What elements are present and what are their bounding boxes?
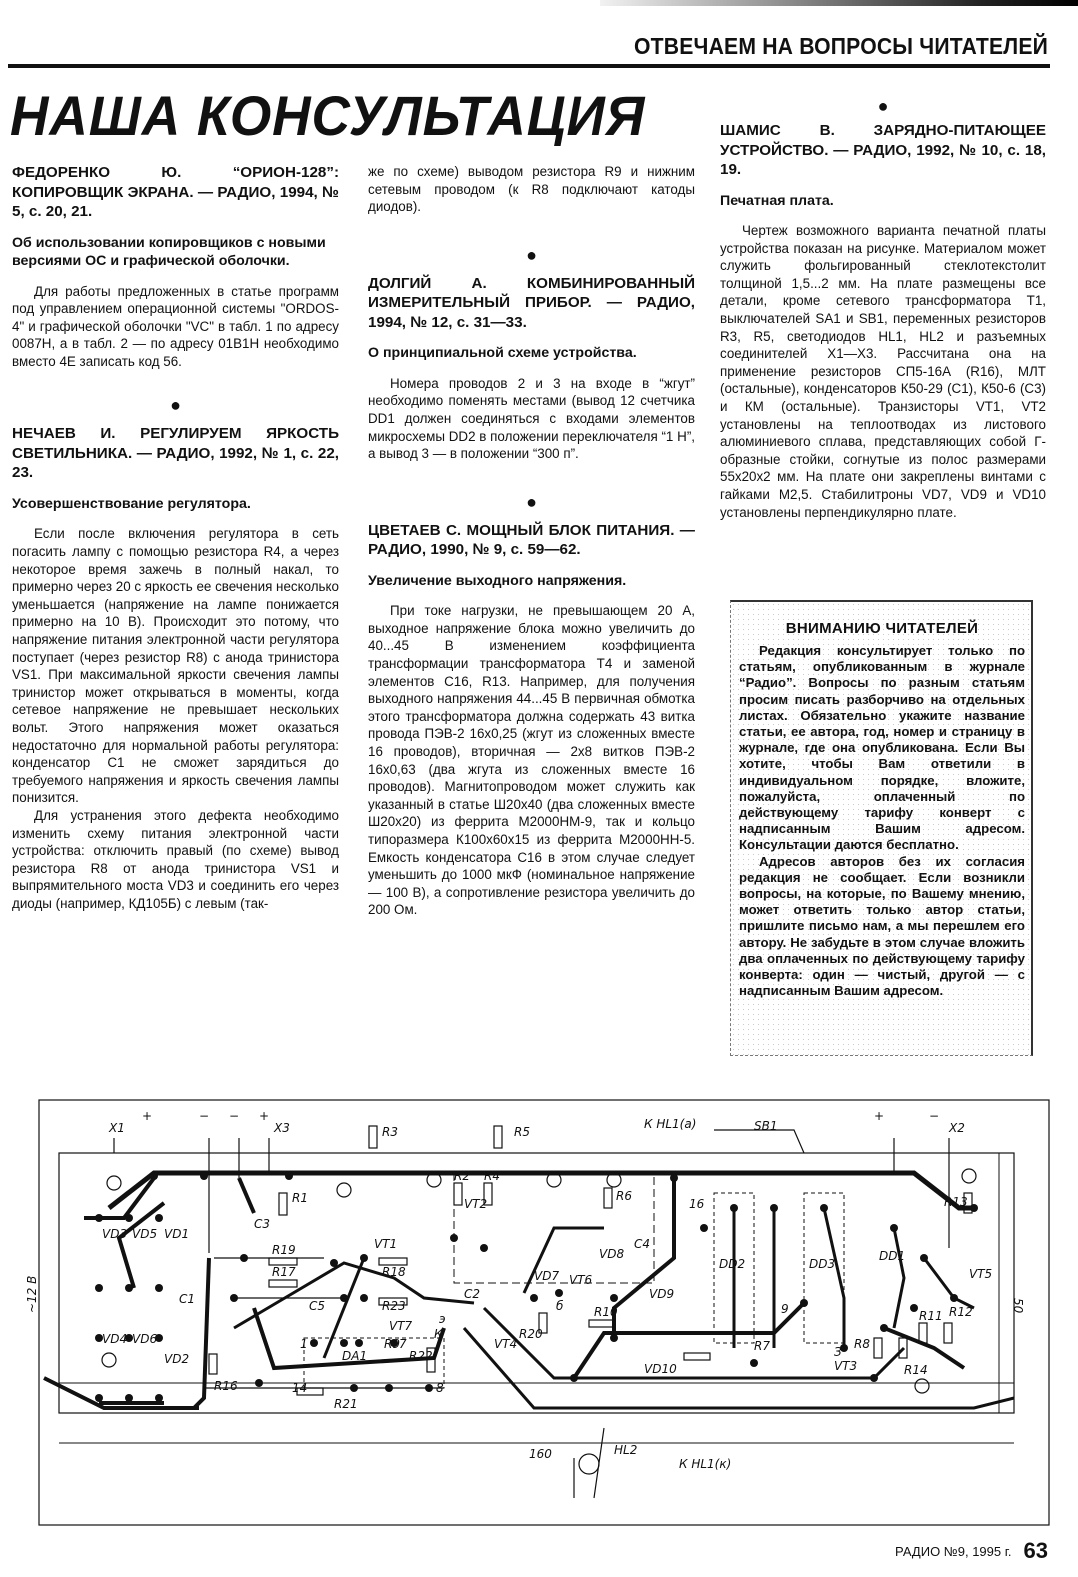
resistor-R2 xyxy=(454,1183,462,1205)
pin-label: З xyxy=(834,1345,842,1359)
label-hl1-cathode: К HL1(к) xyxy=(679,1457,732,1471)
page-title: НАША КОНСУЛЬТАЦИЯ xyxy=(10,84,646,147)
label-R2: R2 xyxy=(454,1169,470,1183)
label-DD2: DD2 xyxy=(719,1257,746,1271)
pin-label: б xyxy=(556,1299,564,1313)
label-VT3: VT3 xyxy=(834,1359,858,1373)
article-reference: ШАМИС В. ЗАРЯДНО-ПИТАЮЩЕЕ УСТРОЙСТВО. — РАДИО, 1992, № 10, с. 18, 19. xyxy=(720,122,1046,178)
label-input-voltage: ~12 В xyxy=(25,1275,39,1313)
pin-label: 16 xyxy=(689,1197,705,1211)
resistor-R7 xyxy=(684,1353,710,1360)
resistor-R8 xyxy=(874,1338,882,1358)
label-R7: R7 xyxy=(754,1339,770,1353)
separator-bullet: ● xyxy=(170,395,181,416)
article-paragraph: Если после включения регулятора в сеть погасить лампу с помощью резистора R4, а через некоторое время зажечь в полный накал, то примерно через 20 с яркость ее свечения несколько уменьшается (напряжение на лампе понижается примерно на 10 В). Происходит это потому, что напряжение питания электронной части регулятора поступает (через резистор R8) с анода тринистора VS1. При максимальной яркости свечения лампы тринистор может открываться в моменты, когда сетевое напряжение не превышает нескольких вольт. Этого напряжения может оказаться недостаточно для нормальной работы регулятора: конденсатор C1 не сможет зарядиться до требуемого напряжения и яркость свечения лампы понизится. xyxy=(12,526,339,806)
article-paragraph: Для работы предложенных в статье программ под управлением операционной системы "ORDOS-4" и графической оболочки "VC" в табл. 1 по адресу 0087H, а в табл. 2 — по адресу 01B1H необходимо вместо 4E записать код 56. xyxy=(12,283,339,369)
resistor-R5 xyxy=(494,1126,502,1148)
mount-hole xyxy=(962,1169,976,1183)
label-plus: + xyxy=(142,1109,153,1123)
label-X1: X1 xyxy=(109,1121,125,1135)
article-paragraph: Для устранения этого дефекта необходимо изменить схему питания электронной части устройства: отключить правый (по схеме) вывод резистора R8 от анода тринистора VS1 и выпрямительного моста VD3 и соединить его через диоды (например, КД105Б) с левым (так- xyxy=(12,807,339,911)
label-VT2: VT2 xyxy=(464,1197,488,1211)
page-footer xyxy=(895,1538,1048,1564)
label-VT7: VT7 xyxy=(389,1319,413,1333)
notice-box xyxy=(730,600,1033,1056)
label-R17: R17 xyxy=(272,1265,296,1279)
label-HL2: HL2 xyxy=(614,1443,638,1457)
scan-edge xyxy=(600,0,1078,6)
column-1 xyxy=(12,163,339,913)
mount-hole xyxy=(107,1176,121,1190)
resistor-R18 xyxy=(379,1258,407,1265)
label-X3: X3 xyxy=(274,1121,290,1135)
label-R19: R19 xyxy=(272,1243,296,1257)
resistor-R19 xyxy=(269,1258,297,1265)
label-R18: R18 xyxy=(382,1265,406,1279)
label-DD3: DD3 xyxy=(809,1257,836,1271)
article-reference: НЕЧАЕВ И. РЕГУЛИРУЕМ ЯРКОСТЬ СВЕТИЛЬНИКА. — РАДИО, 1992, № 1, с. 22, 23. xyxy=(12,425,339,482)
label-dim-height: 50 xyxy=(1011,1298,1025,1314)
label-R22: R22 xyxy=(409,1349,433,1363)
label-R16: R16 xyxy=(214,1379,238,1393)
label-R13: R13 xyxy=(944,1195,968,1209)
resistor-R10 xyxy=(589,1320,613,1327)
pin-label: 7 xyxy=(399,1337,407,1351)
label-R6: R6 xyxy=(616,1189,632,1203)
notice-title: ВНИМАНИЮ ЧИТАТЕЛЕЙ xyxy=(785,620,979,637)
separator-bullet: ● xyxy=(526,244,537,265)
label-plus: + xyxy=(874,1109,885,1123)
label-VD7: VD7 xyxy=(534,1269,560,1283)
article-subtitle: Печатная плата. xyxy=(720,192,834,209)
article-subtitle: О принципиальной схеме устройства. xyxy=(368,345,637,362)
label-minus: − xyxy=(229,1109,240,1123)
label-R23: R23 xyxy=(382,1299,406,1313)
mount-hole xyxy=(337,1183,351,1197)
mount-hole xyxy=(915,1379,929,1393)
article-dolgiy xyxy=(368,274,695,463)
label-VD2: VD2 xyxy=(164,1352,190,1366)
pin-label: 9 xyxy=(781,1302,789,1316)
article-paragraph: Номера проводов 2 и 3 на входе в “жгут” необходимо поменять местами (вывод 12 счетчика DD1 должен соединяться с входами элементов микросхемы DD2 в положении переключателя “1 Н”, а вывод 3 — в положении “300 п”. xyxy=(368,375,695,462)
page-number: 63 xyxy=(1023,1538,1048,1563)
separator-bullet: ● xyxy=(526,491,537,512)
article-tsvetaev xyxy=(368,521,695,919)
label-C2: C2 xyxy=(464,1287,481,1301)
resistor-R16 xyxy=(209,1354,217,1374)
article-subtitle: Об использовании копировщиков с новыми версиями ОС и графической оболочки. xyxy=(12,234,326,269)
pin-label: э xyxy=(439,1312,446,1326)
article-nechaev xyxy=(12,424,339,912)
label-VT6: VT6 xyxy=(569,1273,593,1287)
label-R11: R11 xyxy=(919,1309,943,1323)
article-subtitle: Увеличение выходного напряжения. xyxy=(368,572,627,589)
label-VT5: VT5 xyxy=(969,1267,993,1281)
notice-paragraph: Редакция консультирует только по статьям, опубликованным в журнале “Радио”. Вопросы по разным статьям просим писать разборчиво на отдельных листах. Обязательно укажите название статьи, ее автора, год, номер и страницу в журнале, где она опубликована. Если Вы хотите, чтобы Вам ответили в индивидуальном порядке, вложите, пожалуйста, оплаченный по действующему тарифу конверт с надписанным Вашим адресом. Консультации даются бесплатно. xyxy=(739,643,1025,853)
resistor-R6 xyxy=(604,1188,612,1208)
label-VD4: VD4 xyxy=(102,1332,128,1346)
label-R4: R4 xyxy=(484,1169,500,1183)
label-R21: R21 xyxy=(334,1397,358,1411)
column-2 xyxy=(368,163,695,919)
issue-info: РАДИО №9, 1995 г. xyxy=(895,1544,1012,1559)
label-R20: R20 xyxy=(519,1327,543,1341)
pcb-drawing xyxy=(14,1098,1060,1528)
label-VD6: VD6 xyxy=(132,1332,158,1346)
label-dim-width: 160 xyxy=(529,1447,552,1461)
resistor-R17 xyxy=(269,1280,297,1287)
resistor-R12 xyxy=(944,1323,952,1343)
resistor-R1 xyxy=(279,1193,287,1215)
article-shamis xyxy=(720,121,1046,521)
label-R1: R1 xyxy=(292,1191,308,1205)
label-R3: R3 xyxy=(382,1125,398,1139)
label-R5: R5 xyxy=(514,1125,530,1139)
label-DA1: DA1 xyxy=(342,1349,368,1363)
label-hl1-anode: К HL1(а) xyxy=(644,1117,697,1131)
pin-label: 8 xyxy=(436,1381,444,1395)
label-C5: C5 xyxy=(309,1299,326,1313)
resistor-R3 xyxy=(369,1126,377,1148)
mount-hole xyxy=(102,1353,116,1367)
article-paragraph: При токе нагрузки, не превышающем 20 А, выходное напряжение блока можно увеличить до 40...45 В изменением коэффициента трансформации трансформатора T4 и заменой элементов C16, R13. Например, для получения выходного напряжения 44...45 В первичная обмотка этого трансформатора должна содержать 43 витка провода ПЭВ-2 16х0,25 (жгут из сложенных вместе 16 проводов), вторичная — 2х8 витков ПЭВ-2 16х0,63 (два жгута из сложенных вместе 16 проводов). Магнитопроводом может служить как указанный в статье Ш20х40 (два сложенных вместе Ш20х20) из феррита М2000НМ-9, так и кольцо типоразмера К100х60х15 из феррита М2000НН-5. Емкость конденсатора C16 в этом случае следует уменьшить до 1000 мкФ (номинальное напряжение — 100 В), а сопротивление резистора увеличить до 200 Ом. xyxy=(368,603,695,918)
separator-bullet: ● xyxy=(877,96,889,116)
label-VD9: VD9 xyxy=(649,1287,675,1301)
pin-label: 1 xyxy=(300,1337,308,1351)
article-continuation: же по схеме) выводом резистора R9 и нижним сетевым проводом (к R8 подключают катоды диодов). xyxy=(368,164,695,215)
article-paragraph: Чертеж возможного варианта печатной платы устройства показан на рисунке. Материалом может служить фольгированный стеклотекстолит толщиной 1,5...2 мм. На плате размещены все детали, кроме сетевого трансформатора T1, выключателей SA1 и SB1, переменных резисторов R3, R5, светодиодов HL1, HL2 и разъемных соединителей X1—X3. Рассчитана она на применение резисторов СП5-16А (R16), МЛТ (остальные), конденсаторов К50-29 (C1), К50-6 (C3) и КМ (остальные). Транзисторы VT1, VT2 установлены на теплоотводах из листового алюминиевого сплава, представляющих собой Г-образные стойки, согнутые из полос размерами 55х20х2 мм. На плате они закреплены винтами с гайками М2,5. Стабилитроны VD7, VD9 и VD10 установлены перпендикулярно плате. xyxy=(720,223,1046,520)
label-C3: C3 xyxy=(254,1217,271,1231)
label-R10: R10 xyxy=(594,1305,618,1319)
label-minus: − xyxy=(929,1109,940,1123)
label-R12: R12 xyxy=(949,1305,973,1319)
pin-label: К xyxy=(434,1327,443,1341)
label-VD5: VD5 xyxy=(132,1227,158,1241)
article-reference: ФЕДОРЕНКО Ю. “ОРИОН-128”: КОПИРОВЩИК ЭКРАНА. — РАДИО, 1994, № 5, с. 20, 21. xyxy=(12,164,339,220)
label-VD10: VD10 xyxy=(644,1362,677,1376)
label-C1: C1 xyxy=(179,1292,196,1306)
label-VT1: VT1 xyxy=(374,1237,398,1251)
label-VD3: VD3 xyxy=(102,1227,128,1241)
label-minus: − xyxy=(199,1109,210,1123)
label-plus: + xyxy=(259,1109,270,1123)
label-R8: R8 xyxy=(854,1337,870,1351)
label-R9: R9 xyxy=(384,1337,400,1351)
label-X2: X2 xyxy=(949,1121,965,1135)
section-rubric: ОТВЕЧАЕМ НА ВОПРОСЫ ЧИТАТЕЛЕЙ xyxy=(633,33,1048,59)
label-VT4: VT4 xyxy=(494,1337,518,1351)
column-3 xyxy=(720,97,1046,521)
label-R14: R14 xyxy=(904,1363,928,1377)
resistor-R11 xyxy=(919,1323,927,1343)
article-fedorenko xyxy=(12,163,339,370)
label-VD1: VD1 xyxy=(164,1227,190,1241)
led-HL2-symbol xyxy=(579,1454,599,1474)
notice-paragraph: Адресов авторов без их согласия редакция не сообщает. Если возникли вопросы, на которые, по Вашему мнению, может ответить только автор статьи, пришлите письмо нам, а мы перешлем его автору. Не забудьте в этом случае вложить два оплаченных по действующему тарифу конверта: один — чистый, другой — с надписанным Вашим адресом. xyxy=(739,853,1025,999)
label-C4: C4 xyxy=(634,1237,651,1251)
pin-label: 14 xyxy=(292,1381,308,1395)
label-VD8: VD8 xyxy=(599,1247,625,1261)
article-reference: ДОЛГИЙ А. КОМБИНИРОВАННЫЙ ИЗМЕРИТЕЛЬНЫЙ ПРИБОР. — РАДИО, 1994, № 12, с. 31—33. xyxy=(368,274,695,331)
header-rule xyxy=(8,64,1050,68)
article-reference: ЦВЕТАЕВ С. МОЩНЫЙ БЛОК ПИТАНИЯ. — РАДИО, 1990, № 9, с. 59—62. xyxy=(368,521,695,559)
label-SB1: SB1 xyxy=(754,1119,778,1133)
article-subtitle: Усовершенствование регулятора. xyxy=(12,495,251,512)
label-DD1: DD1 xyxy=(879,1249,906,1263)
